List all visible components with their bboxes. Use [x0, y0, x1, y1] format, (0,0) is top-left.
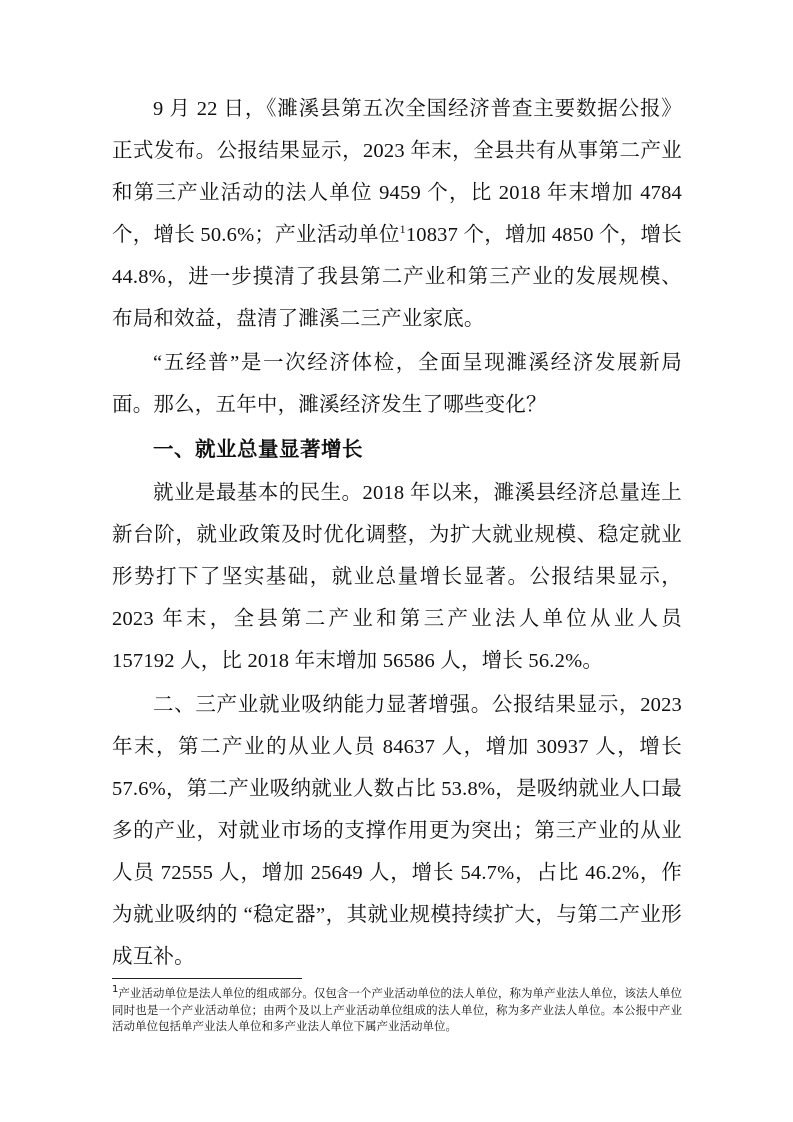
- footnote-text: [112, 985, 682, 1035]
- footnote-reference-marker: 1: [399, 222, 406, 237]
- paragraph-intro: [112, 88, 682, 340]
- paragraph-employment-total: 就业是最基本的民生。2018 年以来，濉溪县经济总量连上新台阶，就业政策及时优化调整，为扩大就业规模、稳定就业形势打下了坚实基础，就业总量增长显著。公报结果显示，2023 年末，全县第二产业和第三产业法人单位从业人员 157192 人，比 2018 年末增加 56586 人，增长 56.2%。: [112, 482, 682, 672]
- footnote-divider: [112, 978, 302, 979]
- section-heading-employment: 一、就业总量显著增长: [153, 437, 363, 461]
- paragraph-overview: “五经普”是一次经济体检，全面呈现濉溪经济发展新局面。那么，五年中，濉溪经济发生了哪些变化？: [112, 352, 682, 416]
- paragraph-industry-absorption: 二、三产业就业吸纳能力显著增强。公报结果显示，2023 年末，第二产业的从业人员 84637 人，增加 30937 人，增长 57.6%，第二产业吸纳就业人数占比 53.8%，是吸纳就业人口最多的产业，对就业市场的支撑作用更为突出；第三产业的从业人员 72555 人，增加 25649 人，增长 54.7%，占比 46.2%，作为就业吸纳的 “稳定器”，其就业规模持续扩大，与第二产业形成互补。: [112, 694, 682, 968]
- footnote-section: [112, 978, 682, 1035]
- paragraph-intro-part1: 9 月 22 日，《濉溪县第五次全国经济普查主要数据公报》正式发布。公报结果显示，2023 年末，全县共有从事第二产业和第三产业活动的法人单位 9459 个，比 2018 年末增加 4784 个，增长 50.6%；产业活动单位: [112, 98, 682, 246]
- paragraph-intro-part2: 10837 个，增加 4850 个，增长 44.8%，进一步摸清了我县第二产业和第三产业的发展规模、布局和效益，盘清了濉溪二三产业家底。: [112, 224, 682, 330]
- document-body: [112, 88, 682, 980]
- footnote-marker: 1: [112, 984, 119, 996]
- footnote-body: 产业活动单位是法人单位的组成部分。仅包含一个产业活动单位的法人单位，称为单产业法人单位，该法人单位同时也是一个产业活动单位；由两个及以上产业活动单位组成的法人单位，称为多产业法人单位。本公报中产业活动单位包括单产业法人单位和多产业法人单位下属产业活动单位。: [112, 986, 682, 1033]
